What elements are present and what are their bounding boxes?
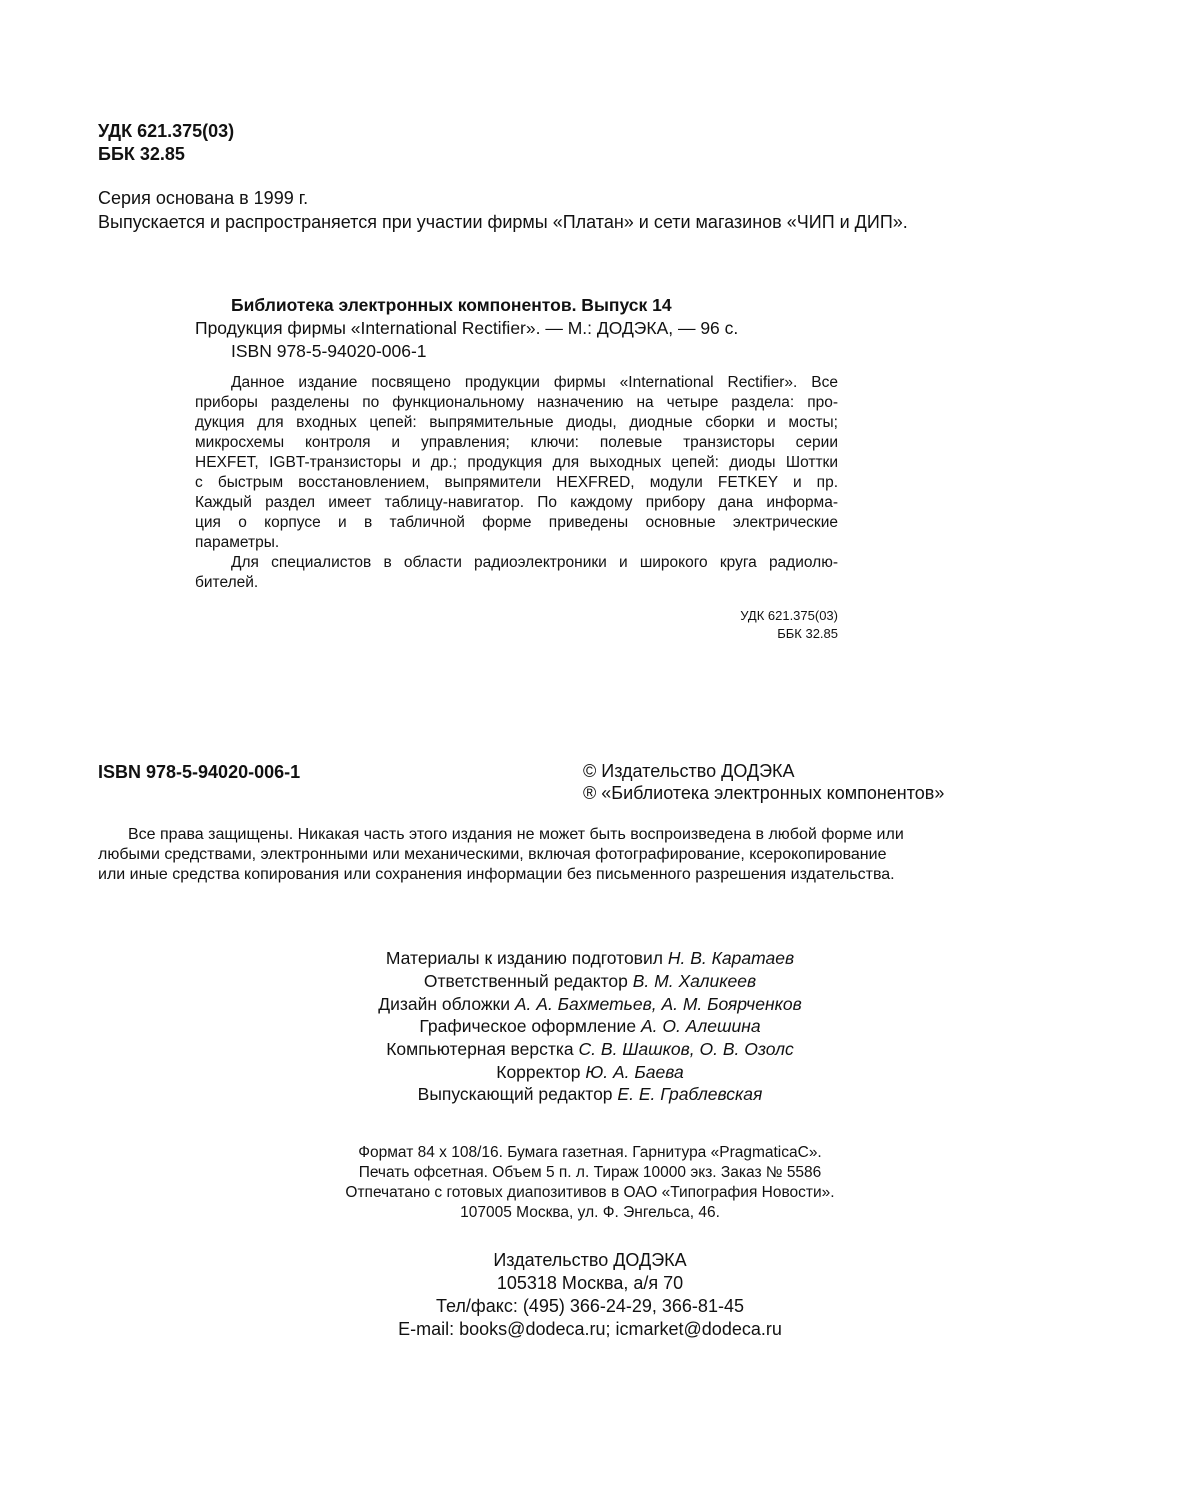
bbk-code: ББК 32.85 (98, 144, 185, 164)
credit-line: Ответственный редактор В. М. Халикеев (423, 971, 757, 991)
registered-line: ® «Библиотека электронных компонентов» (583, 783, 945, 803)
book-isbn: ISBN 978-5-94020-006-1 (231, 341, 427, 361)
annotation-line: HEXFET, IGBT-транзисторы и др.; продукция для выходных цепей: диоды Шоттки (195, 454, 838, 471)
rights-line: или иные средства копирования или сохранения информации без письменного разрешения издательства. (98, 866, 895, 883)
annotation-line: с быстрым восстановлением, выпрямители HEXFRED, модули FETKEY и пр. (195, 474, 838, 491)
annotation-line: приборы разделены по функциональному назначению на четыре раздела: про- (195, 394, 838, 411)
annotation-line: Данное издание посвящено продукции фирмы «International Rectifier». Все (231, 374, 838, 391)
annotation-line: Для специалистов в области радиоэлектроники и широкого круга радиолю- (231, 554, 838, 571)
series-partners: Выпускается и распространяется при участии фирмы «Платан» и сети магазинов «ЧИП и ДИП». (98, 212, 908, 232)
imprint-line: 107005 Москва, ул. Ф. Энгельса, 46. (460, 1204, 720, 1221)
publisher-email: E-mail: books@dodeca.ru; icmarket@dodeca.ru (398, 1319, 782, 1339)
isbn-main: ISBN 978-5-94020-006-1 (98, 762, 301, 782)
rights-line: Все права защищены. Никакая часть этого издания не может быть воспроизведена в любой форме или (128, 826, 904, 843)
imprint-line: Формат 84 х 108/16. Бумага газетная. Гарнитура «PragmaticaC». (358, 1144, 822, 1161)
publisher-address: 105318 Москва, а/я 70 (496, 1273, 684, 1293)
udk-code: УДК 621.375(03) (98, 121, 235, 141)
credit-line: Корректор Ю. А. Баева (496, 1062, 684, 1082)
book-subtitle: Продукция фирмы «International Rectifier». — М.: ДОДЭКА, — 96 с. (195, 318, 739, 338)
annotation-line: параметры. (195, 534, 280, 551)
credit-line: Выпускающий редактор Е. Е. Граблевская (417, 1084, 763, 1104)
annotation-line: дукция для входных цепей: выпрямительные диоды, диодные сборки и мосты; (195, 414, 838, 431)
series-founded: Серия основана в 1999 г. (98, 188, 309, 208)
annotation-line: Каждый раздел имеет таблицу-навигатор. По каждому прибору дана информа- (195, 494, 838, 511)
imprint-line: Отпечатано с готовых диапозитивов в ОАО «Типография Новости». (345, 1184, 835, 1201)
annotation-line: ция о корпусе и в табличной форме приведены основные электрические (195, 514, 838, 531)
annotation-line: бителей. (195, 574, 259, 591)
annotation-line: микросхемы контроля и управления; ключи: полевые транзисторы серии (195, 434, 838, 451)
copyright-line: © Издательство ДОДЭКА (583, 761, 795, 781)
credit-line: Дизайн обложки А. А. Бахметьев, А. М. Боярченков (378, 994, 802, 1014)
credit-line: Материалы к изданию подготовил Н. В. Каратаев (385, 948, 795, 968)
annotation-bbk: ББК 32.85 (777, 626, 838, 641)
publisher-phone: Тел/факс: (495) 366-24-29, 366-81-45 (436, 1296, 744, 1316)
rights-line: любыми средствами, электронными или механическими, включая фотографирование, ксерокопирование (98, 846, 887, 863)
credit-line: Графическое оформление А. О. Алешина (419, 1016, 761, 1036)
annotation-udk: УДК 621.375(03) (740, 608, 838, 623)
book-title: Библиотека электронных компонентов. Выпуск 14 (231, 295, 672, 315)
publisher-name: Издательство ДОДЭКА (493, 1250, 687, 1270)
credit-line: Компьютерная верстка С. В. Шашков, О. В. Озолс (386, 1039, 794, 1059)
imprint-line: Печать офсетная. Объем 5 п. л. Тираж 10000 экз. Заказ № 5586 (358, 1164, 822, 1181)
